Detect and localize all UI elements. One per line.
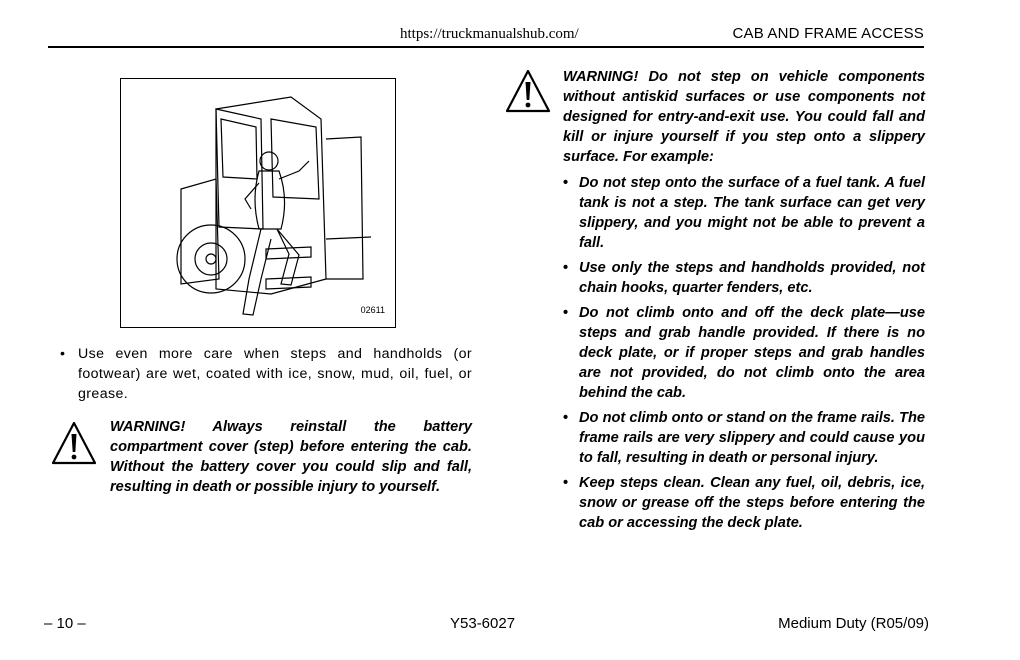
warning-triangle-icon	[504, 68, 552, 114]
list-item	[563, 473, 925, 533]
antiskid-warning-intro: WARNING! Do not step on vehicle components without antiskid surfaces or use components not designed for entry-and-exit use. You could fall and kill or injure yourself if you step onto a slippery surface. For example:	[563, 69, 925, 165]
bullet-dot: •	[60, 346, 66, 362]
header-url[interactable]: https://truckmanualshub.com/	[400, 26, 579, 42]
bullet-dot: •	[563, 260, 569, 276]
figure-number: 02611	[360, 305, 385, 315]
document-number: Y53-6027	[450, 615, 516, 632]
list-item-text: Keep steps clean. Clean any fuel, oil, debris, ice, snow or grease off the steps before entering the cab or accessing the deck plate.	[579, 475, 925, 531]
truck-cab-entry-illustration	[121, 79, 397, 329]
left-bullet-item	[60, 344, 472, 404]
list-item	[563, 408, 925, 468]
list-item	[563, 258, 925, 298]
header-rule	[48, 46, 924, 48]
warning-bullet-list	[563, 173, 925, 538]
list-item-text: Do not step onto the surface of a fuel tank. A fuel tank is not a step. The tank surface can get very slippery, and you might not be able to prevent a fall.	[579, 175, 925, 251]
bullet-dot: •	[563, 410, 569, 426]
bullet-dot: •	[563, 175, 569, 191]
battery-cover-warning: WARNING! Always reinstall the battery compartment cover (step) before entering the cab. Without the battery cover you could slip and fall, resulting in death or possible injury to yourself.	[110, 419, 472, 495]
list-item	[563, 303, 925, 403]
figure-illustration	[120, 78, 396, 328]
list-item-text: Do not climb onto and off the deck plate—use steps and grab handle provided. If there is no deck plate, or if proper steps and grab handles are not provided, do not climb onto the area behind the cab.	[579, 305, 925, 401]
list-item	[563, 173, 925, 253]
edition-label: Medium Duty (R05/09)	[778, 615, 929, 632]
page-number: – 10 –	[44, 615, 86, 632]
list-item-text: Do not climb onto or stand on the frame rails. The frame rails are very slippery and could cause you to fall, resulting in death or personal injury.	[579, 410, 925, 466]
bullet-dot: •	[563, 475, 569, 491]
header-section-title: CAB AND FRAME ACCESS	[732, 25, 924, 42]
left-bullet-text: Use even more care when steps and handholds (or footwear) are wet, coated with ice, snow, mud, oil, fuel, or grease.	[78, 346, 472, 402]
bullet-dot: •	[563, 305, 569, 321]
list-item-text: Use only the steps and handholds provided, not chain hooks, quarter fenders, etc.	[579, 260, 925, 296]
warning-triangle-icon	[50, 420, 98, 466]
